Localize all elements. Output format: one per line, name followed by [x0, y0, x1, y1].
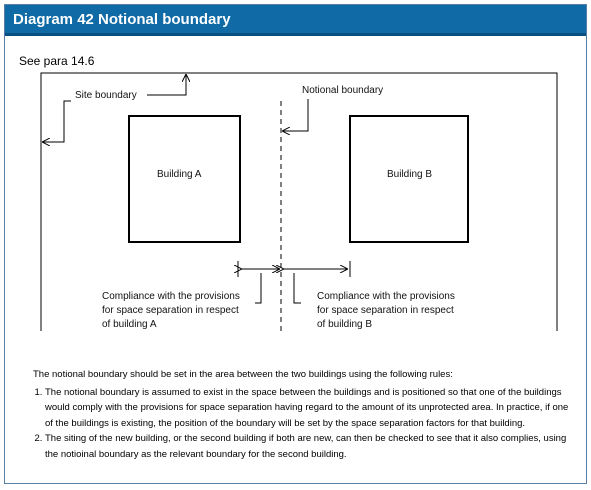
site-boundary-leader-top: [147, 75, 186, 95]
compliance-b-text: [317, 290, 455, 332]
notes-intro: The notional boundary should be set in the area between the two buildings using the following rules:: [33, 369, 453, 380]
compliance-b-leader: [294, 273, 301, 303]
rules-list: [33, 385, 573, 463]
rule-item: 2. The siting of the new building, or the second building if both are new, can then be checked to see that it also complies, using the notioinal boundary as the relevant boundary for the second building.: [45, 431, 573, 462]
compliance-b-line-3: of building B: [317, 319, 373, 330]
notes-section: [33, 367, 573, 462]
compliance-b-line-2: for space separation in respect: [317, 305, 454, 316]
site-boundary-label: Site boundary: [75, 90, 137, 101]
notional-boundary-leader: [283, 99, 308, 131]
compliance-a-line-2: for space separation in respect: [102, 305, 239, 316]
rule-item: 1. The notional boundary is assumed to exist in the space between the buildings and is positioned so that one of the buildings would comply with the provisions for space separation having regard to the amount of its unprotected area. In practice, if one of the buildings is existing, the position of the boundary will be set by the space separation factors for that building.: [45, 385, 573, 432]
diagram-title: Diagram 42 Notional boundary: [13, 11, 231, 28]
building-b-label: Building B: [387, 169, 433, 180]
compliance-a-line-1: Compliance with the provisions: [102, 291, 240, 302]
compliance-a-leader: [255, 273, 261, 303]
notional-boundary-label: Notional boundary: [302, 85, 384, 96]
compliance-a-line-3: of building A: [102, 319, 157, 330]
see-para-reference: See para 14.6: [19, 54, 95, 68]
building-a-label: Building A: [157, 169, 202, 180]
compliance-a-text: [102, 290, 240, 332]
diagram-panel: [4, 4, 587, 484]
site-boundary-leader-left: [43, 101, 71, 142]
compliance-b-line-1: Compliance with the provisions: [317, 291, 455, 302]
